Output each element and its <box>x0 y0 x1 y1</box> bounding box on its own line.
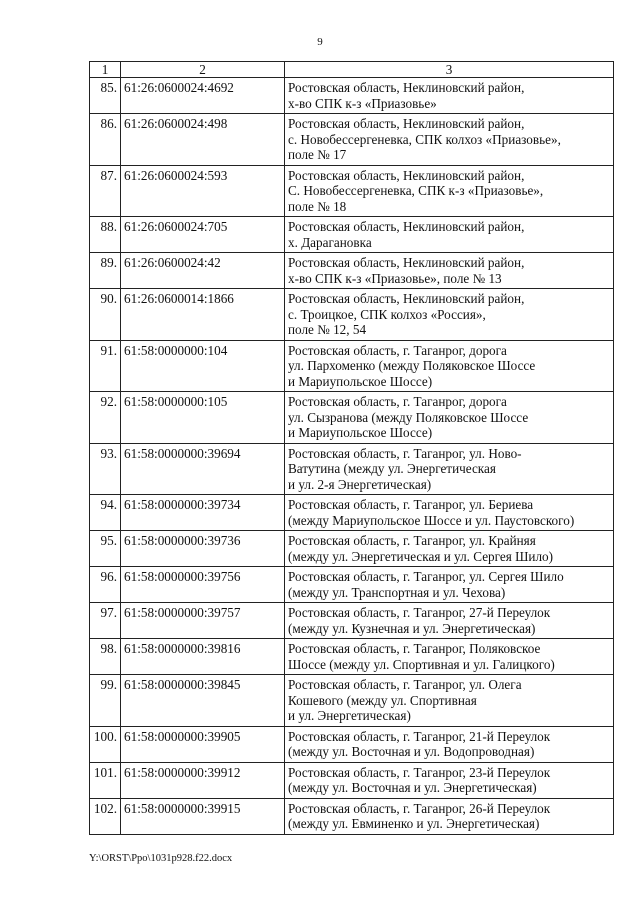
row-number-cell: 94. <box>90 495 121 531</box>
table-row <box>90 603 614 639</box>
cadastral-number-cell: 61:26:0600024:593 <box>121 165 285 217</box>
row-number-cell: 96. <box>90 567 121 603</box>
header-row <box>90 62 614 78</box>
cadastral-number-cell: 61:26:0600014:1866 <box>121 289 285 341</box>
address-cell: Ростовская область, г. Таганрог, ул. Сергея Шило (между ул. Транспортная и ул. Чехова) <box>285 567 614 603</box>
cadastral-number-cell: 61:58:0000000:39845 <box>121 675 285 727</box>
table-row <box>90 531 614 567</box>
address-cell: Ростовская область, г. Таганрог, 21-й Переулок (между ул. Восточная и ул. Водопроводная) <box>285 726 614 762</box>
cadastral-number-cell: 61:26:0600024:498 <box>121 114 285 166</box>
row-number-cell: 99. <box>90 675 121 727</box>
cadastral-number-cell: 61:58:0000000:39905 <box>121 726 285 762</box>
row-number-cell: 89. <box>90 253 121 289</box>
cadastral-number-cell: 61:58:0000000:39756 <box>121 567 285 603</box>
cadastral-number-cell: 61:58:0000000:105 <box>121 392 285 444</box>
row-number-cell: 97. <box>90 603 121 639</box>
row-number-cell: 85. <box>90 78 121 114</box>
cadastral-number-cell: 61:58:0000000:39734 <box>121 495 285 531</box>
footer-file-path: Y:\ORST\Ppo\1031p928.f22.docx <box>89 853 233 864</box>
address-cell: Ростовская область, Неклиновский район, С. Новобессергеневка, СПК к-з «Приазовье», поле № 18 <box>285 165 614 217</box>
cadastral-number-cell: 61:58:0000000:39912 <box>121 762 285 798</box>
address-cell: Ростовская область, г. Таганрог, ул. Крайняя (между ул. Энергетическая и ул. Сергея Шило) <box>285 531 614 567</box>
table-row <box>90 762 614 798</box>
address-cell: Ростовская область, г. Таганрог, ул. Олега Кошевого (между ул. Спортивная и ул. Энергетическая) <box>285 675 614 727</box>
address-cell: Ростовская область, г. Таганрог, дорога ул. Пархоменко (между Поляковское Шоссе и Мариупольское Шоссе) <box>285 340 614 392</box>
cadastral-number-cell: 61:58:0000000:39757 <box>121 603 285 639</box>
address-cell: Ростовская область, Неклиновский район, х-во СПК к-з «Приазовье», поле № 13 <box>285 253 614 289</box>
table-row <box>90 289 614 341</box>
table-row <box>90 726 614 762</box>
column-header-cadastral: 2 <box>121 62 285 78</box>
address-cell: Ростовская область, г. Таганрог, ул. Ново- Ватутина (между ул. Энергетическая и ул. 2-я Энергетическая) <box>285 443 614 495</box>
address-cell: Ростовская область, Неклиновский район, с. Троицкое, СПК колхоз «Россия», поле № 12, 54 <box>285 289 614 341</box>
row-number-cell: 87. <box>90 165 121 217</box>
address-cell: Ростовская область, г. Таганрог, ул. Бериева (между Мариупольское Шоссе и ул. Паустовского) <box>285 495 614 531</box>
row-number-cell: 86. <box>90 114 121 166</box>
table-row <box>90 114 614 166</box>
cadastral-number-cell: 61:58:0000000:39915 <box>121 798 285 834</box>
table-header <box>90 62 614 78</box>
address-cell: Ростовская область, Неклиновский район, х. Дарагановка <box>285 217 614 253</box>
address-cell: Ростовская область, Неклиновский район, с. Новобессергеневка, СПК колхоз «Приазовье», поле № 17 <box>285 114 614 166</box>
table-row <box>90 675 614 727</box>
table-row <box>90 798 614 834</box>
cadastral-number-cell: 61:26:0600024:4692 <box>121 78 285 114</box>
row-number-cell: 102. <box>90 798 121 834</box>
table-row <box>90 392 614 444</box>
row-number-cell: 101. <box>90 762 121 798</box>
table-body <box>90 78 614 835</box>
row-number-cell: 88. <box>90 217 121 253</box>
address-cell: Ростовская область, Неклиновский район, х-во СПК к-з «Приазовье» <box>285 78 614 114</box>
cadastral-table <box>89 61 614 835</box>
row-number-cell: 100. <box>90 726 121 762</box>
address-cell: Ростовская область, г. Таганрог, 23-й Переулок (между ул. Восточная и ул. Энергетическая) <box>285 762 614 798</box>
table-row <box>90 443 614 495</box>
cadastral-number-cell: 61:26:0600024:705 <box>121 217 285 253</box>
column-header-number: 1 <box>90 62 121 78</box>
row-number-cell: 95. <box>90 531 121 567</box>
row-number-cell: 90. <box>90 289 121 341</box>
cadastral-number-cell: 61:58:0000000:39694 <box>121 443 285 495</box>
table-row <box>90 78 614 114</box>
table-row <box>90 165 614 217</box>
address-cell: Ростовская область, г. Таганрог, Поляковское Шоссе (между ул. Спортивная и ул. Галицкого) <box>285 639 614 675</box>
row-number-cell: 92. <box>90 392 121 444</box>
table-row <box>90 340 614 392</box>
page-number: 9 <box>317 36 323 48</box>
address-cell: Ростовская область, г. Таганрог, 26-й Переулок (между ул. Евминенко и ул. Энергетическая) <box>285 798 614 834</box>
row-number-cell: 98. <box>90 639 121 675</box>
table-row <box>90 217 614 253</box>
address-cell: Ростовская область, г. Таганрог, дорога ул. Сызранова (между Поляковское Шоссе и Мариупольское Шоссе) <box>285 392 614 444</box>
cadastral-number-cell: 61:58:0000000:39816 <box>121 639 285 675</box>
row-number-cell: 91. <box>90 340 121 392</box>
cadastral-number-cell: 61:58:0000000:39736 <box>121 531 285 567</box>
table-row <box>90 253 614 289</box>
cadastral-number-cell: 61:58:0000000:104 <box>121 340 285 392</box>
row-number-cell: 93. <box>90 443 121 495</box>
table-row <box>90 567 614 603</box>
cadastral-number-cell: 61:26:0600024:42 <box>121 253 285 289</box>
address-cell: Ростовская область, г. Таганрог, 27-й Переулок (между ул. Кузнечная и ул. Энергетическая) <box>285 603 614 639</box>
table-row <box>90 639 614 675</box>
column-header-address: 3 <box>285 62 614 78</box>
table-row <box>90 495 614 531</box>
